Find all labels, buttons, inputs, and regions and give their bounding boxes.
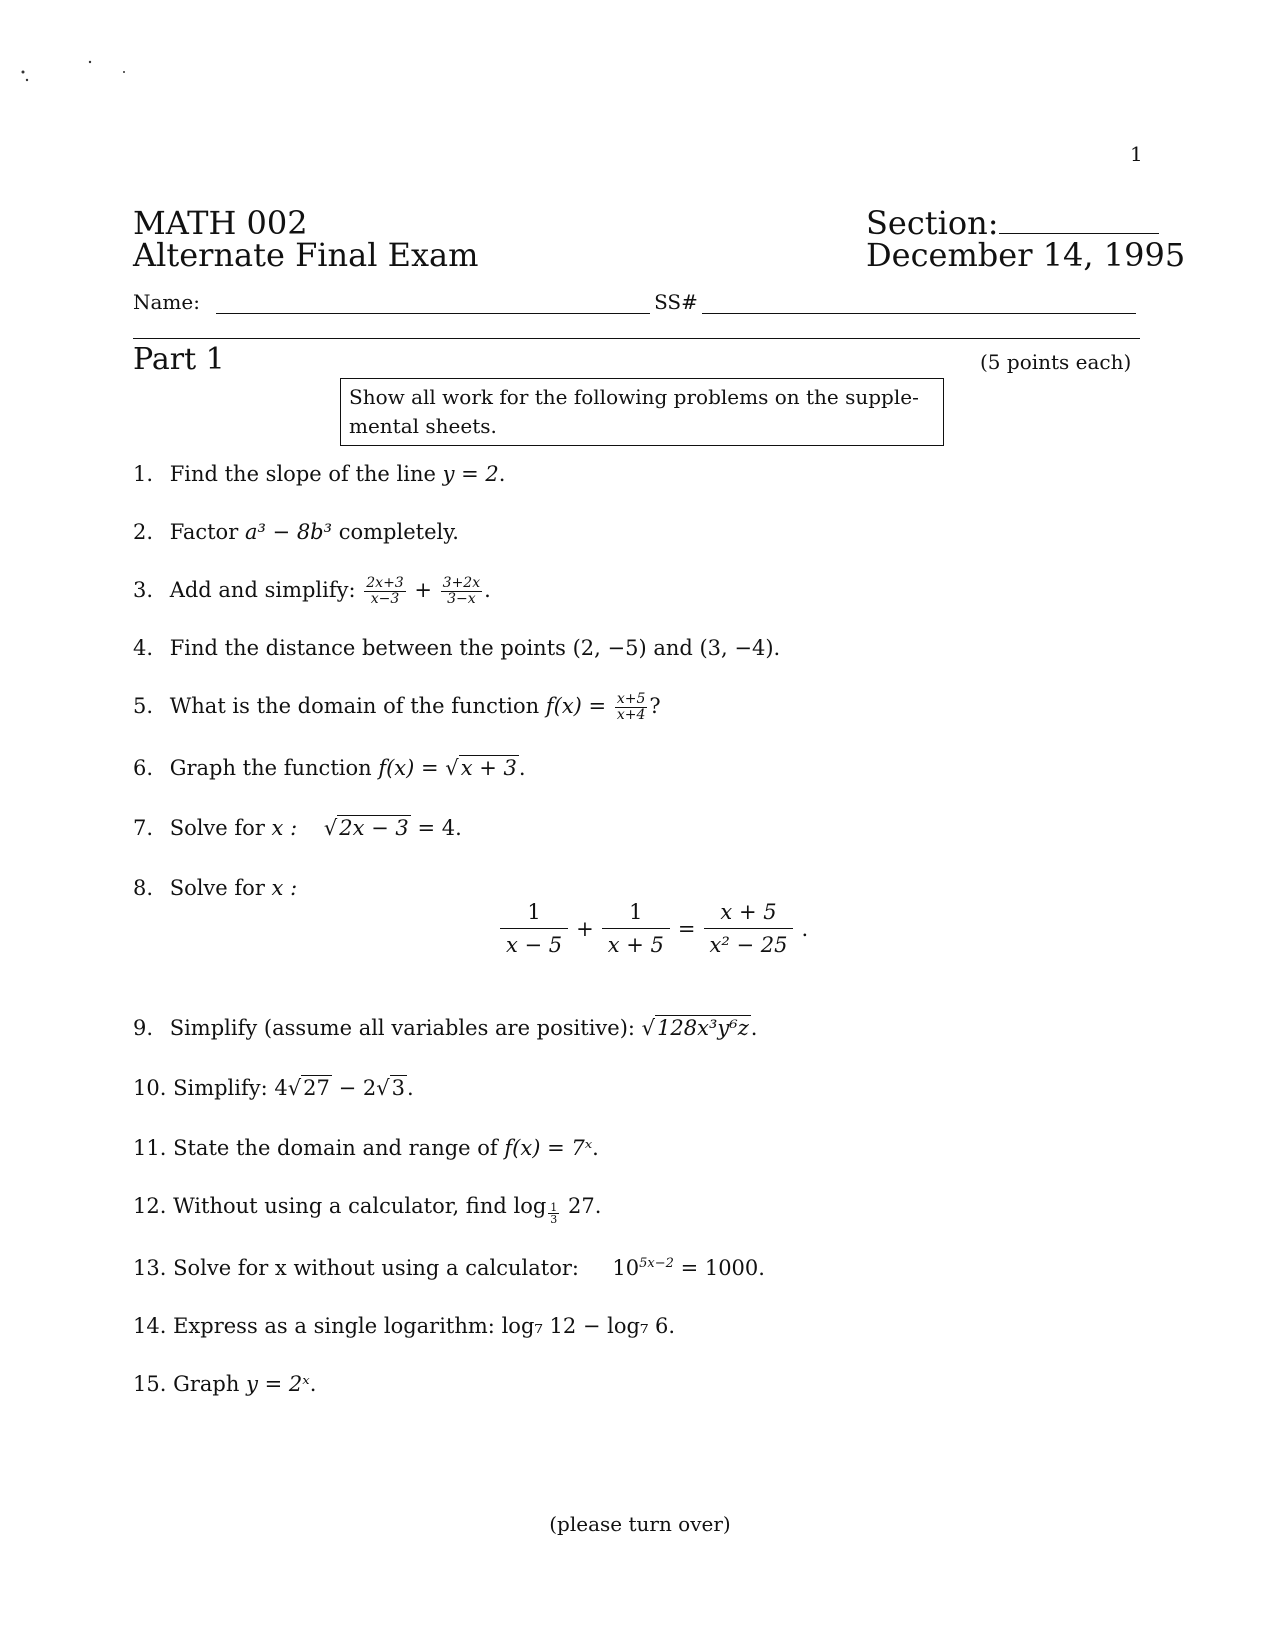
name-ss-row	[133, 290, 1140, 314]
problem-number: 1.	[133, 462, 154, 486]
problem-number: 9.	[133, 1016, 154, 1040]
problem-number: 7.	[133, 816, 154, 840]
problem-number: 3.	[133, 578, 154, 602]
problem-number: 11.	[133, 1136, 167, 1160]
problem-text: Solve for x without using a calculator:	[173, 1256, 579, 1280]
square-root: √3	[376, 1076, 405, 1100]
instructions-box: Show all work for the following problems on the supple-mental sheets.	[340, 378, 944, 446]
denominator: x + 5	[607, 933, 664, 957]
problem-text: Add and simplify:	[169, 578, 356, 602]
problem-rhs: = 1000.	[680, 1256, 765, 1280]
log-operator: log	[513, 1194, 547, 1218]
operator: =	[677, 916, 696, 941]
fraction	[615, 692, 648, 723]
problem-12	[133, 1194, 601, 1225]
header-divider	[133, 338, 1140, 339]
problem-number: 12.	[133, 1194, 167, 1218]
exam-title: Alternate Final Exam	[133, 236, 479, 274]
problem-text: Without using a calculator, find	[173, 1194, 507, 1218]
problem-15: 15. Graph y = 2ˣ.	[133, 1372, 317, 1396]
problem-2	[133, 520, 459, 544]
numerator: 3+2x	[442, 575, 481, 591]
denominator: x−3	[370, 591, 400, 607]
fraction	[500, 900, 568, 957]
problem-text: Graph the function	[169, 756, 372, 780]
problem-number: 4.	[133, 636, 154, 660]
problem-math: y = 2ˣ	[246, 1372, 310, 1396]
problem-text: Graph	[173, 1372, 240, 1396]
problem-number: 6.	[133, 756, 154, 780]
problem-variable: x :	[271, 876, 298, 900]
problem-number: 15.	[133, 1372, 167, 1396]
problem-13	[133, 1256, 765, 1280]
fraction	[602, 900, 670, 957]
problem-text: Find the slope of the line	[169, 462, 436, 486]
problem-math: f(x) = 7ˣ	[504, 1136, 593, 1160]
denominator: x+4	[616, 707, 646, 723]
operator: +	[576, 916, 594, 941]
fraction	[441, 576, 482, 607]
numerator: x + 5	[704, 900, 794, 929]
problem-text-tail: completely.	[338, 520, 459, 544]
problem-3: 3. Add and simplify: $\frac{2x+3}{x-3}$ + $\frac{3+2x}{3-x}$ .	[133, 575, 491, 607]
problem-text: Solve for	[169, 816, 265, 840]
section-blank[interactable]	[999, 207, 1159, 234]
radicand: 2x − 3	[339, 816, 409, 840]
problem-text: What is the domain of the function	[169, 694, 540, 718]
problem-variable: x :	[271, 816, 298, 840]
problem-text: Simplify (assume all variables are positive):	[169, 1016, 635, 1040]
operator: − 2	[338, 1076, 377, 1100]
course-title: MATH 002	[133, 204, 308, 242]
part-title: Part 1	[133, 342, 225, 377]
problem-number: 10.	[133, 1076, 167, 1100]
scan-specks	[18, 60, 138, 100]
square-root: √128x³y⁶z	[641, 1016, 749, 1040]
problem-7	[133, 816, 462, 840]
problem-8-equation: $\frac{1}{x - 5}$ + $\frac{1}{x + 5}$ = $\frac{x + 5}{\text{x² − 25}}$ .	[500, 900, 808, 957]
problem-4	[133, 636, 780, 660]
radicand: 27	[303, 1076, 330, 1100]
square-root: √27	[287, 1076, 330, 1100]
numerator: x+5	[616, 691, 646, 707]
section-field	[866, 206, 1159, 240]
problem-number: 2.	[133, 520, 154, 544]
name-blank[interactable]	[216, 293, 650, 314]
problem-text: Simplify:	[173, 1076, 268, 1100]
problem-10: 10. Simplify: 4√27 − 2√3.	[133, 1076, 414, 1100]
square-root: √2x − 3	[323, 816, 409, 840]
fraction	[704, 900, 794, 957]
problem-text: Express as a single logarithm:	[173, 1314, 495, 1338]
problem-math: y = 2	[442, 462, 499, 486]
problem-math: f(x) =	[545, 694, 607, 718]
name-label: Name:	[133, 290, 200, 314]
numerator: 2x+3	[366, 575, 404, 591]
exam-date: December 14, 1995	[866, 236, 1186, 274]
problem-text: State the domain and range of	[173, 1136, 498, 1160]
problem-9: 9. Simplify (assume all variables are positive): √128x³y⁶z.	[133, 1016, 758, 1040]
problem-11: 11. State the domain and range of f(x) = 7ˣ.	[133, 1136, 599, 1160]
problem-math: a³ − 8b³	[244, 520, 333, 544]
problem-math: f(x) =	[378, 756, 439, 780]
problem-6: 6. Graph the function f(x) = √x + 3.	[133, 756, 526, 780]
problem-number: 8.	[133, 876, 154, 900]
denominator: x² − 25	[709, 933, 788, 957]
radicand: 128x³y⁶z	[657, 1016, 749, 1040]
points-note: (5 points each)	[980, 350, 1132, 374]
denominator: x − 5	[506, 933, 563, 957]
problem-1: 1. Find the slope of the line y = 2.	[133, 462, 506, 486]
ss-label: SS#	[654, 290, 698, 314]
problem-number: 5.	[133, 694, 154, 718]
ss-blank[interactable]	[702, 293, 1136, 314]
fraction	[364, 576, 405, 607]
page-number: 1	[1130, 142, 1143, 166]
section-label: Section:	[866, 204, 999, 242]
square-root: √x + 3	[445, 756, 517, 780]
problem-text: Solve for	[169, 876, 265, 900]
footer-note: (please turn over)	[549, 1512, 731, 1536]
problem-number: 14.	[133, 1314, 167, 1338]
problem-8	[133, 876, 297, 900]
problem-text: Factor	[169, 520, 239, 544]
problem-rhs: = 4.	[417, 816, 462, 840]
log-base	[548, 1202, 559, 1225]
problem-5: 5. What is the domain of the function f(x) = $\frac{x+5}{x+4}$ ?	[133, 691, 661, 723]
radicand: 3	[391, 1076, 405, 1100]
problem-number: 13.	[133, 1256, 167, 1280]
denominator: 3	[550, 1213, 558, 1226]
power-base: 10	[612, 1256, 640, 1280]
log-argument: 27.	[567, 1194, 602, 1218]
problem-math: log₇ 12 − log₇ 6.	[501, 1314, 676, 1338]
problem-text: Find the distance between the points (2, −5) and (3, −4).	[169, 636, 781, 660]
power-exponent: 5x−2	[639, 1256, 674, 1271]
radicand: x + 3	[460, 756, 517, 780]
numerator: 1	[602, 900, 670, 929]
numerator: 1	[500, 900, 568, 929]
denominator: 3−x	[447, 591, 476, 607]
coefficient: 4	[274, 1076, 288, 1100]
problem-14	[133, 1314, 675, 1338]
numerator: 1	[550, 1201, 558, 1214]
